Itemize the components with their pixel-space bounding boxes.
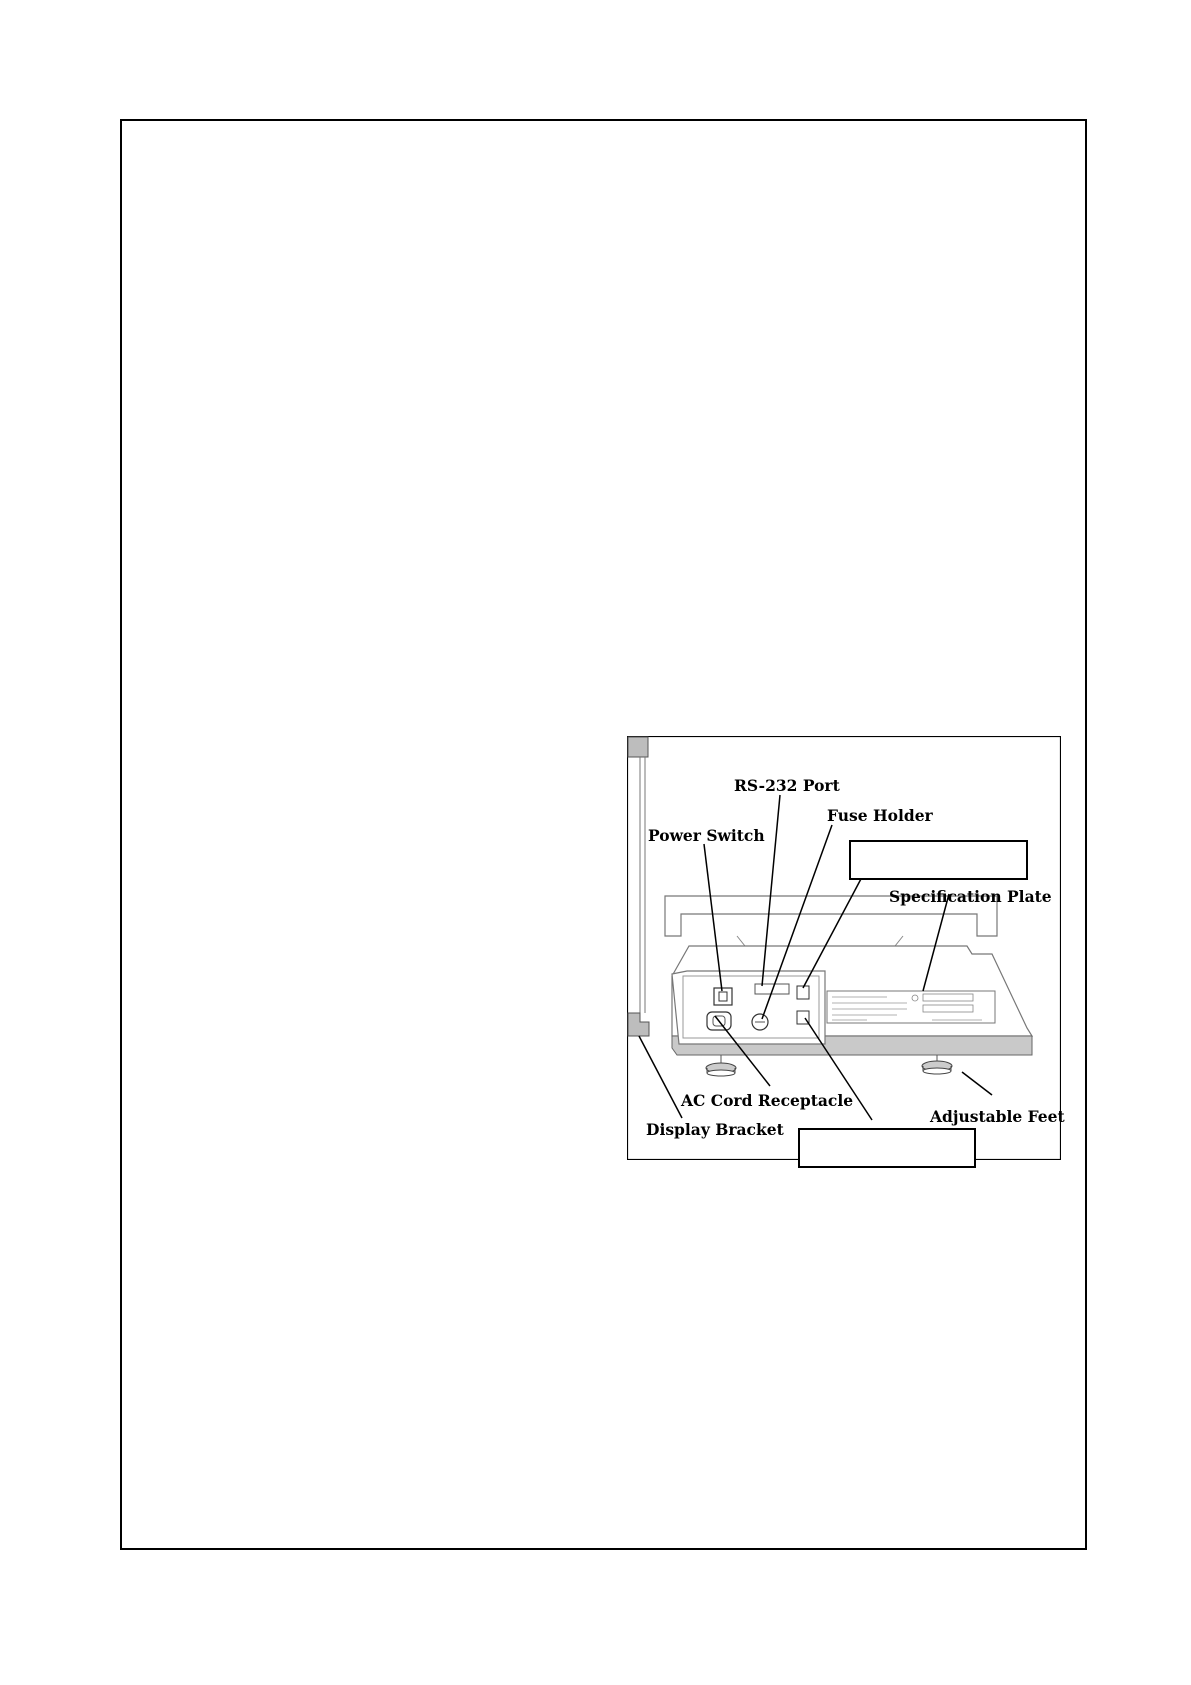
blank-callout-box bbox=[849, 840, 1028, 880]
display-bracket-label: Display Bracket bbox=[646, 1120, 784, 1139]
ac-cord-receptacle-label: AC Cord Receptacle bbox=[681, 1091, 854, 1110]
adjustable-feet-label: Adjustable Feet bbox=[930, 1107, 1065, 1126]
blank-callout-box bbox=[798, 1128, 976, 1168]
scale-rear-panel-diagram bbox=[627, 736, 1065, 1160]
power-switch-label: Power Switch bbox=[648, 826, 765, 845]
specification-plate-label: Specification Plate bbox=[889, 887, 1052, 906]
rs232-port-label: RS-232 Port bbox=[734, 776, 840, 795]
fuse-holder-label: Fuse Holder bbox=[827, 806, 933, 825]
